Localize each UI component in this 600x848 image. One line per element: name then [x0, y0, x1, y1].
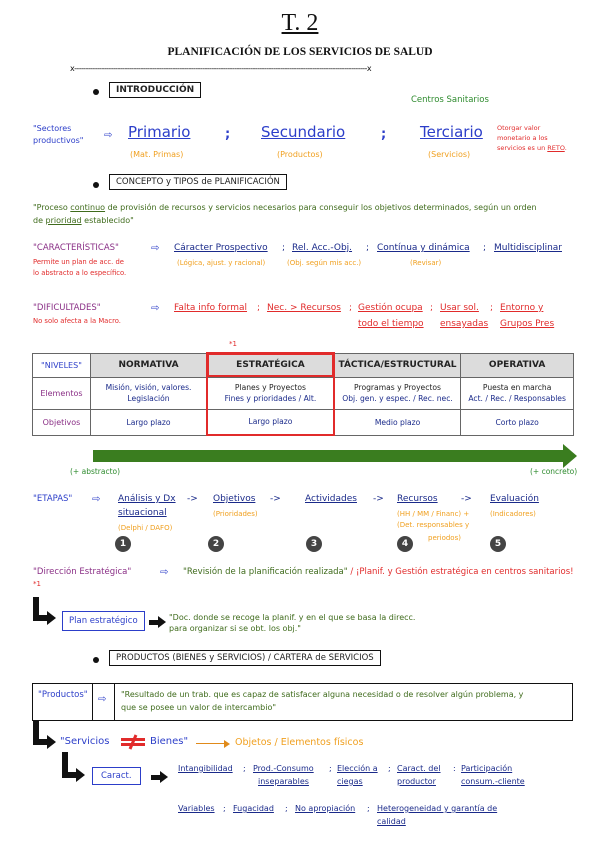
dific-item: Nec. > Recursos — [267, 303, 341, 313]
caract-item: Participación — [461, 764, 513, 773]
long-arrow-icon — [196, 743, 226, 744]
caract-item: Fugacidad — [233, 804, 274, 813]
etapa-step: Actividades — [305, 494, 357, 504]
arrow-icon: ⇨ — [151, 243, 160, 254]
long-arrow-icon — [224, 740, 230, 748]
abstract-concrete-arrow — [93, 450, 565, 462]
reto-note: Otorgar valor monetario a los servicios es un RETO. — [497, 124, 567, 152]
step-number-3: 3 — [306, 536, 322, 552]
caract-box: Caract. — [92, 767, 141, 785]
caract-arrow-icon — [160, 771, 168, 783]
productos-def: "Resultado de un trab. que es capaz de satisfacer alguna necesidad o de resolver algún problema, y que se posee un valor de intercambio" — [121, 690, 524, 712]
step-number-5: 5 — [490, 536, 506, 552]
cell: Puesta en marcha Act. / Rec. / Responsables — [461, 377, 574, 409]
divider: x--------------------------------------------------------------------------------------------------------------------------------x — [70, 64, 371, 73]
col-operativa: OPERATIVA — [461, 353, 574, 377]
bullet-icon — [93, 182, 99, 188]
caract-item: Caract. del — [397, 764, 441, 773]
etapas-label: "ETAPAS" — [33, 494, 73, 504]
arrow-icon: ⇨ — [151, 303, 160, 314]
caract-sub: (Lógica, ajust. y racional) — [177, 259, 266, 267]
servicios-label: "Servicios — [60, 736, 110, 747]
etapa-step: Recursos — [397, 494, 438, 504]
plan-arrow-icon — [158, 616, 166, 628]
cell: Programas y Proyectos Obj. gen. y espec. / Rec. nec. — [334, 377, 461, 409]
bienes-label: Bienes" — [150, 736, 189, 747]
dificultades-desc: No solo afecta a la Macro. — [33, 317, 121, 325]
caract-item: Multidisciplinar — [494, 243, 562, 253]
etapa-sub: (Indicadores) — [490, 510, 536, 518]
cell: Largo plazo — [90, 409, 207, 435]
etapa-arrow: -> — [373, 494, 384, 504]
col-tactica: TÁCTICA/ESTRUCTURAL — [334, 353, 461, 377]
cell: Planes y Proyectos Fines y prioridades / Alt. — [207, 377, 334, 409]
page-title: T. 2 — [281, 10, 319, 36]
plan-text: "Doc. donde se recoge la planif. y en el que se basa la direcc. para organizar si se obt. los obj." — [169, 613, 416, 633]
etapa-sub: (Det. responsables y — [397, 521, 470, 529]
sep: ; — [483, 243, 487, 253]
sep: ; — [225, 127, 231, 142]
productos-divider — [114, 683, 115, 721]
objetivos-label: Objetivos — [33, 409, 91, 435]
terciario-sub: (Servicios) — [428, 150, 471, 159]
plan-estrategico-box: Plan estratégico — [62, 611, 145, 631]
arrow-icon: ⇨ — [92, 494, 101, 505]
step-number-2: 2 — [208, 536, 224, 552]
col-estrategica: ESTRATÉGICA — [207, 353, 334, 377]
productos-label: "Productos" — [38, 690, 88, 700]
caract-sub: (Revisar) — [410, 259, 442, 267]
star-note: *1 — [33, 580, 41, 588]
caracteristicas-label: "CARACTERÍSTICAS" — [33, 243, 119, 253]
dific-item: Gestión ocupa — [358, 303, 423, 313]
cell: Misión, visión, valores. Legislación — [90, 377, 207, 409]
sep: ; — [349, 303, 353, 313]
bent-arrow-icon — [76, 768, 85, 782]
etapa-arrow: -> — [270, 494, 281, 504]
direccion-label: "Dirección Estratégica" — [33, 567, 132, 577]
dific-item: todo el tiempo — [358, 319, 424, 329]
dific-item: Grupos Pres — [500, 319, 555, 329]
cell: Largo plazo — [207, 409, 334, 435]
etapa-step: Evaluación — [490, 494, 539, 504]
caract-item: No apropiación — [295, 804, 356, 813]
caract-item: Heterogeneidad y garantía de — [377, 804, 498, 813]
objetos-label: Objetos / Elementos físicos — [235, 737, 364, 748]
etapa-step: Análisis y Dx — [118, 494, 176, 504]
sep: ; — [381, 127, 387, 142]
sep: ; — [329, 764, 332, 773]
sep: ; — [257, 303, 261, 313]
step-number-4: 4 — [397, 536, 413, 552]
caract-item: Variables — [178, 804, 215, 813]
arrow-head-icon — [563, 444, 577, 468]
etapa-sub: (Delphi / DAFO) — [118, 524, 173, 532]
step-number-1: 1 — [115, 536, 131, 552]
caract-item: productor — [397, 777, 436, 786]
caract-item: Rel. Acc.-Obj. — [292, 243, 353, 253]
intro-heading: INTRODUCCIÓN — [109, 82, 201, 98]
dific-item: Falta info formal — [174, 303, 248, 313]
primario-link: Primario — [128, 123, 191, 141]
bullet-icon — [93, 657, 99, 663]
caract-item: Cáracter Prospectivo — [174, 243, 268, 253]
page-subtitle: PLANIFICACIÓN DE LOS SERVICIOS DE SALUD — [167, 46, 433, 58]
sep: ; — [430, 303, 434, 313]
etapa-step: situacional — [118, 508, 167, 518]
caract-item: Intangibilidad — [178, 764, 233, 773]
arrow-icon: ⇨ — [160, 567, 169, 578]
sep: ; — [388, 764, 391, 773]
caract-item: Prod.-Consumo — [253, 764, 314, 773]
niveles-label: "NIVELES" — [33, 353, 91, 377]
etapa-sub: (HH / MM / Financ) + — [397, 510, 470, 518]
dificultades-label: "DIFICULTADES" — [33, 303, 101, 313]
dific-item: Entorno y — [500, 303, 544, 313]
centros-label: Centros Sanitarios — [411, 95, 489, 105]
cell: Medio plazo — [334, 409, 461, 435]
caract-item: calidad — [377, 817, 406, 826]
col-normativa: NORMATIVA — [90, 353, 207, 377]
dific-item: ensayadas — [440, 319, 489, 329]
sep: ; — [243, 764, 246, 773]
bullet-icon — [93, 89, 99, 95]
sectores-label: "Sectores productivos" — [33, 124, 84, 145]
caract-item: consum.-cliente — [461, 777, 525, 786]
caract-item: ciegas — [337, 777, 363, 786]
caract-sub: (Obj. según mis acc.) — [287, 259, 362, 267]
etapa-sub: periodos) — [428, 534, 461, 542]
caract-item: inseparables — [258, 777, 309, 786]
caracteristicas-desc: Permite un plan de acc. de lo abstracto a lo específico. — [33, 258, 127, 277]
arrow-icon: ⇨ — [98, 694, 107, 705]
etapa-arrow: -> — [187, 494, 198, 504]
abstracto-label: (+ abstracto) — [70, 467, 121, 476]
star-note: *1 — [229, 340, 237, 348]
direccion-text: "Revisión de la planificación realizada" / ¡Planif. y Gestión estratégica en centros sanitarios! — [183, 567, 574, 577]
cell: Corto plazo — [461, 409, 574, 435]
concreto-label: (+ concreto) — [530, 467, 578, 476]
productos-divider — [92, 683, 93, 721]
etapa-step: Objetivos — [213, 494, 256, 504]
sep: ; — [223, 804, 226, 813]
arrow-icon: ⇨ — [104, 130, 113, 141]
sep: ; — [282, 243, 286, 253]
sep: ; — [366, 243, 370, 253]
etapa-sub: (Prioridades) — [213, 510, 258, 518]
secundario-sub: (Productos) — [277, 150, 323, 159]
etapa-arrow: -> — [461, 494, 472, 504]
concepto-def: "Proceso continuo de provisión de recursos y servicios necesarios para conseguir los objetivos determinados, según un orden de prioridad establecido" — [33, 203, 537, 225]
sep: : — [453, 764, 456, 773]
bent-arrow-icon — [47, 611, 56, 625]
terciario-link: Terciario — [420, 123, 483, 141]
elementos-label: Elementos — [33, 377, 91, 409]
caract-item: Elección a — [337, 764, 378, 773]
not-equal-icon — [120, 734, 146, 750]
bent-arrow-icon — [47, 735, 56, 749]
sep: ; — [490, 303, 494, 313]
dific-item: Usar sol. — [440, 303, 479, 313]
niveles-table — [32, 352, 574, 436]
concepto-heading: CONCEPTO y TIPOS de PLANIFICACIÓN — [109, 174, 287, 190]
productos-heading: PRODUCTOS (BIENES y SERVICIOS) / CARTERA de SERVICIOS — [109, 650, 381, 666]
sep: ; — [367, 804, 370, 813]
caract-item: Contínua y dinámica — [377, 243, 470, 253]
sep: ; — [285, 804, 288, 813]
secundario-link: Secundario — [261, 123, 346, 141]
primario-sub: (Mat. Primas) — [130, 150, 184, 159]
